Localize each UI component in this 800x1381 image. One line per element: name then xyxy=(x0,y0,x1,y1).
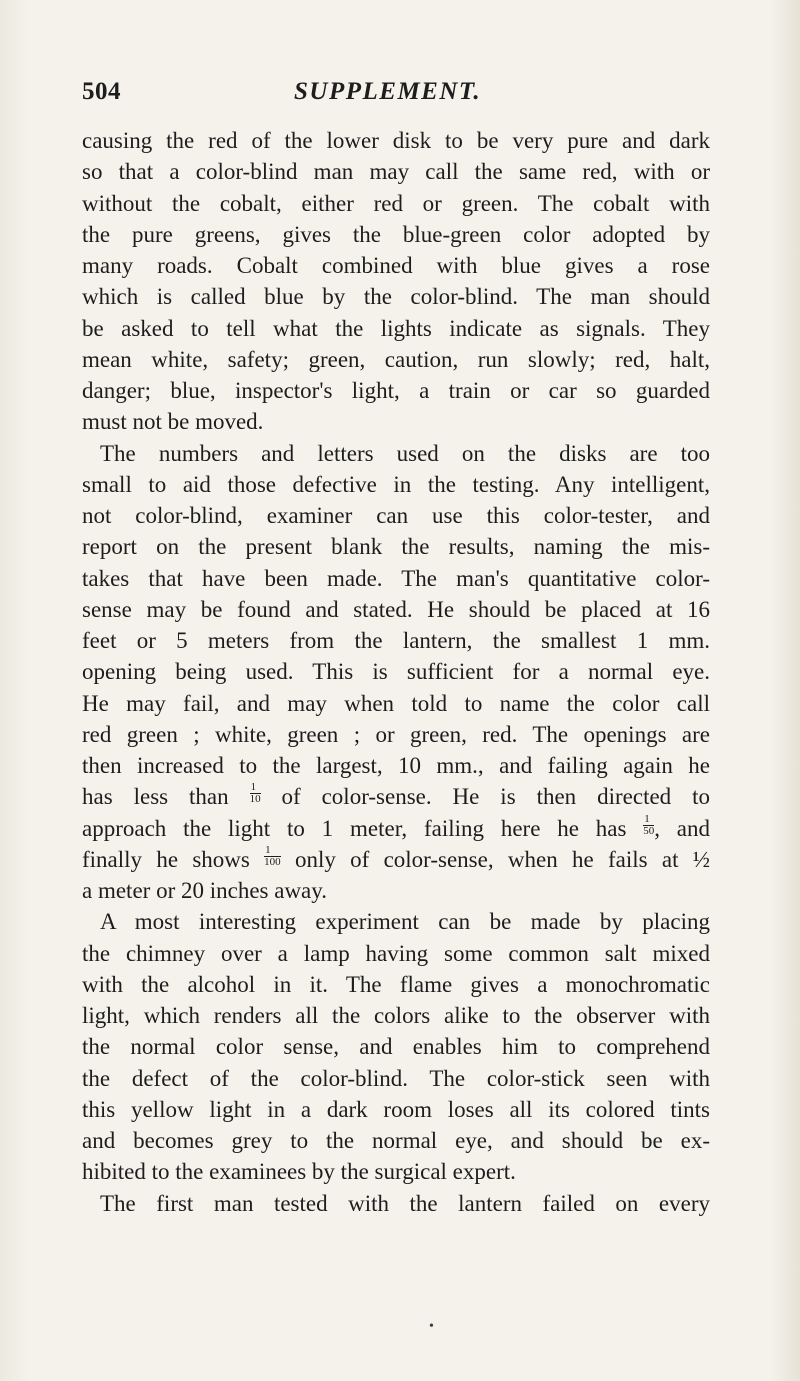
text-segment: approach the light to 1 meter, failing here he has xyxy=(82,815,627,841)
paragraph-start: A most interesting experiment can be made by placing xyxy=(100,909,710,935)
text-line: causing the red of the lower disk to be very pure and dark xyxy=(82,128,710,153)
text-line: He may fail, and may when told to name the color call xyxy=(82,690,710,716)
text-line: mean white, safety; green, caution, run slowly; red, halt, xyxy=(82,346,710,372)
text-line-with-fraction xyxy=(82,844,710,875)
fraction-denominator: 10 xyxy=(249,793,261,806)
text-segment: has less than xyxy=(82,784,229,810)
fraction-one-tenth xyxy=(250,782,261,805)
body-text xyxy=(82,125,710,1219)
text-line: this yellow light in a dark room loses all its colored tints xyxy=(82,1096,710,1122)
text-segment: only of color-sense, when he fails at xyxy=(294,846,679,872)
fraction-numerator: 1 xyxy=(643,814,654,826)
fraction-one-fiftieth xyxy=(643,814,654,837)
fraction-numerator: 1 xyxy=(250,782,261,794)
paragraph-start: The numbers and letters used on the disks are too xyxy=(100,440,710,466)
text-line: danger; blue, inspector's light, a train or car so guarded xyxy=(82,378,710,403)
fraction-numerator: 1 xyxy=(264,845,281,857)
text-line: opening being used. This is sufficient for a normal eye. xyxy=(82,659,710,685)
text-line: without the cobalt, either red or green. The cobalt with xyxy=(82,190,710,216)
fraction-denominator: 50 xyxy=(643,824,655,837)
text-line: the defect of the color-blind. The color-stick seen with xyxy=(82,1065,710,1091)
text-segment: , and xyxy=(654,815,710,841)
text-line: light, which renders all the colors alike to the observer with xyxy=(82,1003,710,1028)
text-line: takes that have been made. The man's quantitative color- xyxy=(82,565,710,591)
text-line: the chimney over a lamp having some common salt mixed xyxy=(82,940,710,966)
fraction-one-half: ½ xyxy=(692,846,711,872)
text-line: red green ; white, green ; or green, red. The openings are xyxy=(82,721,710,747)
paragraph-start: The first man tested with the lantern failed on every xyxy=(100,1190,710,1216)
footer-mark: • xyxy=(429,1319,434,1334)
text-line: the normal color sense, and enables him to comprehend xyxy=(82,1034,710,1060)
text-line: many roads. Cobalt combined with blue gives a rose xyxy=(82,253,710,278)
text-line: so that a color-blind man may call the same red, with or xyxy=(82,159,710,185)
text-line: a meter or 20 inches away. xyxy=(82,878,328,903)
text-line: feet or 5 meters from the lantern, the smallest 1 mm. xyxy=(82,628,710,653)
fraction-denominator: 100 xyxy=(264,855,281,868)
text-line: with the alcohol in it. The flame gives a monochromatic xyxy=(82,971,710,997)
running-title: SUPPLEMENT. xyxy=(294,78,482,105)
text-line: sense may be found and stated. He should be placed at 16 xyxy=(82,596,710,622)
text-line-with-fraction xyxy=(82,813,710,844)
text-segment: of color-sense. He is then directed to xyxy=(281,784,710,810)
text-line: hibited to the examinees by the surgical expert. xyxy=(82,1159,516,1185)
text-line: the pure greens, gives the blue-green color adopted by xyxy=(82,221,710,247)
text-line: and becomes grey to the normal eye, and should be ex- xyxy=(82,1128,710,1153)
text-line: then increased to the largest, 10 mm., and failing again he xyxy=(82,753,710,778)
text-line: which is called blue by the color-blind. The man should xyxy=(82,284,710,310)
text-line: not color-blind, examiner can use this color-tester, and xyxy=(82,503,710,528)
text-line: be asked to tell what the lights indicate as signals. They xyxy=(82,315,710,341)
text-segment: finally he shows xyxy=(82,846,250,872)
page-number: 504 xyxy=(82,78,121,105)
running-head xyxy=(82,74,710,110)
text-line: small to aid those defective in the testing. Any intelligent, xyxy=(82,471,710,497)
fraction-one-hundredth xyxy=(264,845,281,868)
text-line: report on the present blank the results, naming the mis- xyxy=(82,534,710,560)
text-line: must not be moved. xyxy=(82,409,264,435)
text-line-with-fraction xyxy=(82,781,710,812)
